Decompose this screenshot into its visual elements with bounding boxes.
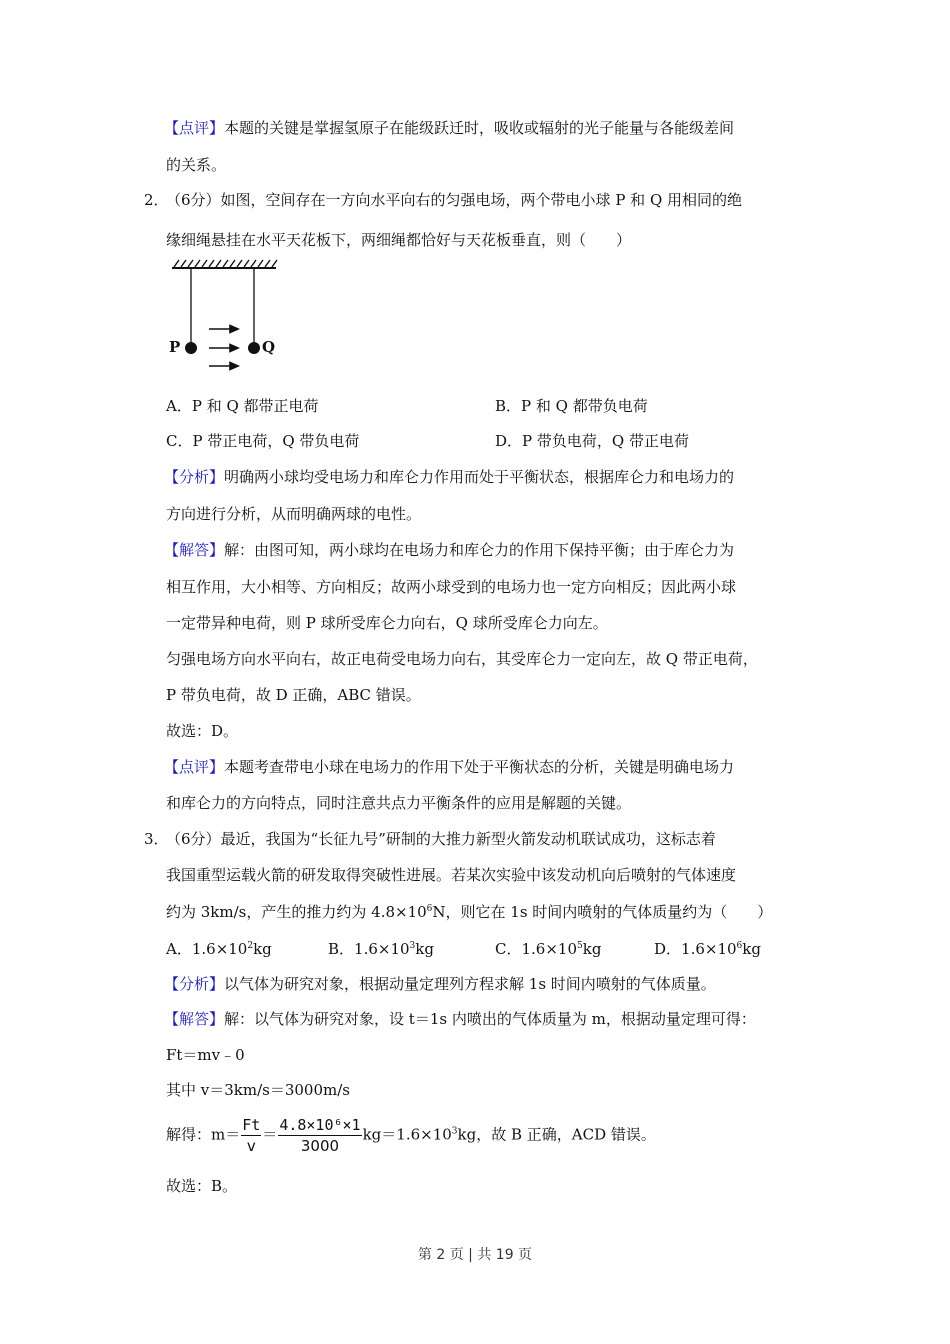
q2-option-a: A．P 和 Q 都带正电荷 — [166, 397, 319, 415]
q2-review-line2: 和库仑力的方向特点，同时注意共点力平衡条件的应用是解题的关键。 — [166, 794, 632, 812]
page-footer: 第 2 页 | 共 19 页 — [417, 1247, 533, 1263]
analysis-tag: 【分析】 — [164, 975, 225, 993]
q2-answer-line2: 相互作用，大小相等、方向相反；故两小球受到的电场力也一定方向相反；因此两小球 — [166, 578, 737, 596]
q3-stem-line3: 约为 3km/s，产生的推力约为 $4.8\times 10^6N$，则它在 1s 时间内喷射的气体质量约为（ ） — [166, 903, 773, 921]
q1-review-line2: 的关系。 — [166, 156, 227, 174]
q2-stem-line2: 缘细绳悬挂在水平天花板下，两细绳都恰好与天花板垂直，则（ ） — [166, 231, 632, 249]
q2-option-d: D．P 带负电荷，Q 带正电荷 — [495, 432, 689, 450]
q3-eq3: 解得：m＝ $\frac{Ft}{v}$ ＝ $\frac{\text{4.8×10⁶×1}}{3000}$ $kg=1.6\times 10^3kg$，故 B 正确，ACD 错误。 — [166, 1116, 656, 1155]
q3-stem-line2: 我国重型运载火箭的研发取得突破性进展。若某次实验中该发动机向后喷射的气体速度 — [166, 866, 737, 884]
q2-answer-line5: P 带负电荷，故 D 正确，ABC 错误。 — [166, 686, 421, 704]
q2-option-c: C．P 带正电荷，Q 带负电荷 — [166, 432, 360, 450]
label-p: P — [169, 338, 181, 356]
q3-analysis-line1: 【分析】以气体为研究对象，根据动量定理列方程求解 1s 时间内喷射的气体质量。 — [164, 975, 716, 993]
review-tag: 【点评】 — [164, 758, 225, 776]
pendulum-diagram-icon — [166, 258, 286, 378]
q2-figure — [166, 258, 286, 378]
q2-analysis-line1: 【分析】明确两小球均受电场力和库仑力作用而处于平衡状态，根据库仑力和电场力的 — [164, 468, 735, 486]
q3-option-d: D．$1.6\times 10^6kg$ — [654, 940, 761, 958]
q3-eq1: Ft＝mv﹣0 — [166, 1046, 245, 1064]
q3-option-c: C．$1.6\times 10^5kg$ — [495, 940, 602, 958]
q2-review-line1: 【点评】本题考查带电小球在电场力的作用下处于平衡状态的分析，关键是明确电场力 — [164, 758, 735, 776]
q2-option-b: B．P 和 Q 都带负电荷 — [495, 397, 648, 415]
q3-eq2: 其中 v＝3km/s＝3000m/s — [166, 1081, 350, 1099]
q2-stem-line1: （6分）如图，空间存在一方向水平向右的匀强电场，两个带电小球 P 和 Q 用相同的绝 — [166, 191, 743, 209]
q3-stem-line1: （6分）最近，我国为“长征九号”研制的大推力新型火箭发动机联试成功，这标志着 — [166, 830, 716, 848]
fraction-ft-over-v: $\frac{Ft}{v}$ — [242, 1116, 261, 1155]
q2-choice: 故选：D。 — [166, 722, 239, 740]
answer-tag: 【解答】 — [164, 1010, 225, 1028]
fraction-numeric: $\frac{\text{4.8×10⁶×1}}{3000}$ — [279, 1116, 361, 1155]
q3-option-a: A．$1.6\times 10^2kg$ — [166, 940, 272, 958]
answer-tag: 【解答】 — [164, 541, 225, 559]
q3-option-b: B．$1.6\times 10^3kg$ — [328, 940, 434, 958]
q1-review-line1: 【点评】本题的关键是掌握氢原子在能级跃迁时，吸收或辐射的光子能量与各能级差间 — [164, 119, 735, 137]
question-number-3: 3． — [144, 830, 169, 848]
question-number-2: 2． — [144, 191, 169, 209]
q2-analysis-line2: 方向进行分析，从而明确两球的电性。 — [166, 505, 422, 523]
review-tag: 【点评】 — [164, 119, 225, 137]
label-q: Q — [262, 338, 276, 356]
q2-answer-line4: 匀强电场方向水平向右，故正电荷受电场力向右，其受库仑力一定向左，故 Q 带正电荷， — [166, 650, 758, 668]
q2-answer-line1: 【解答】解：由图可知，两小球均在电场力和库仑力的作用下保持平衡；由于库仑力为 — [164, 541, 735, 559]
q3-answer-line1: 【解答】解：以气体为研究对象，设 t＝1s 内喷出的气体质量为 m，根据动量定理可得： — [164, 1010, 756, 1028]
analysis-tag: 【分析】 — [164, 468, 225, 486]
q2-answer-line3: 一定带异种电荷，则 P 球所受库仑力向右，Q 球所受库仑力向左。 — [166, 614, 608, 632]
q3-choice: 故选：B。 — [166, 1177, 238, 1195]
